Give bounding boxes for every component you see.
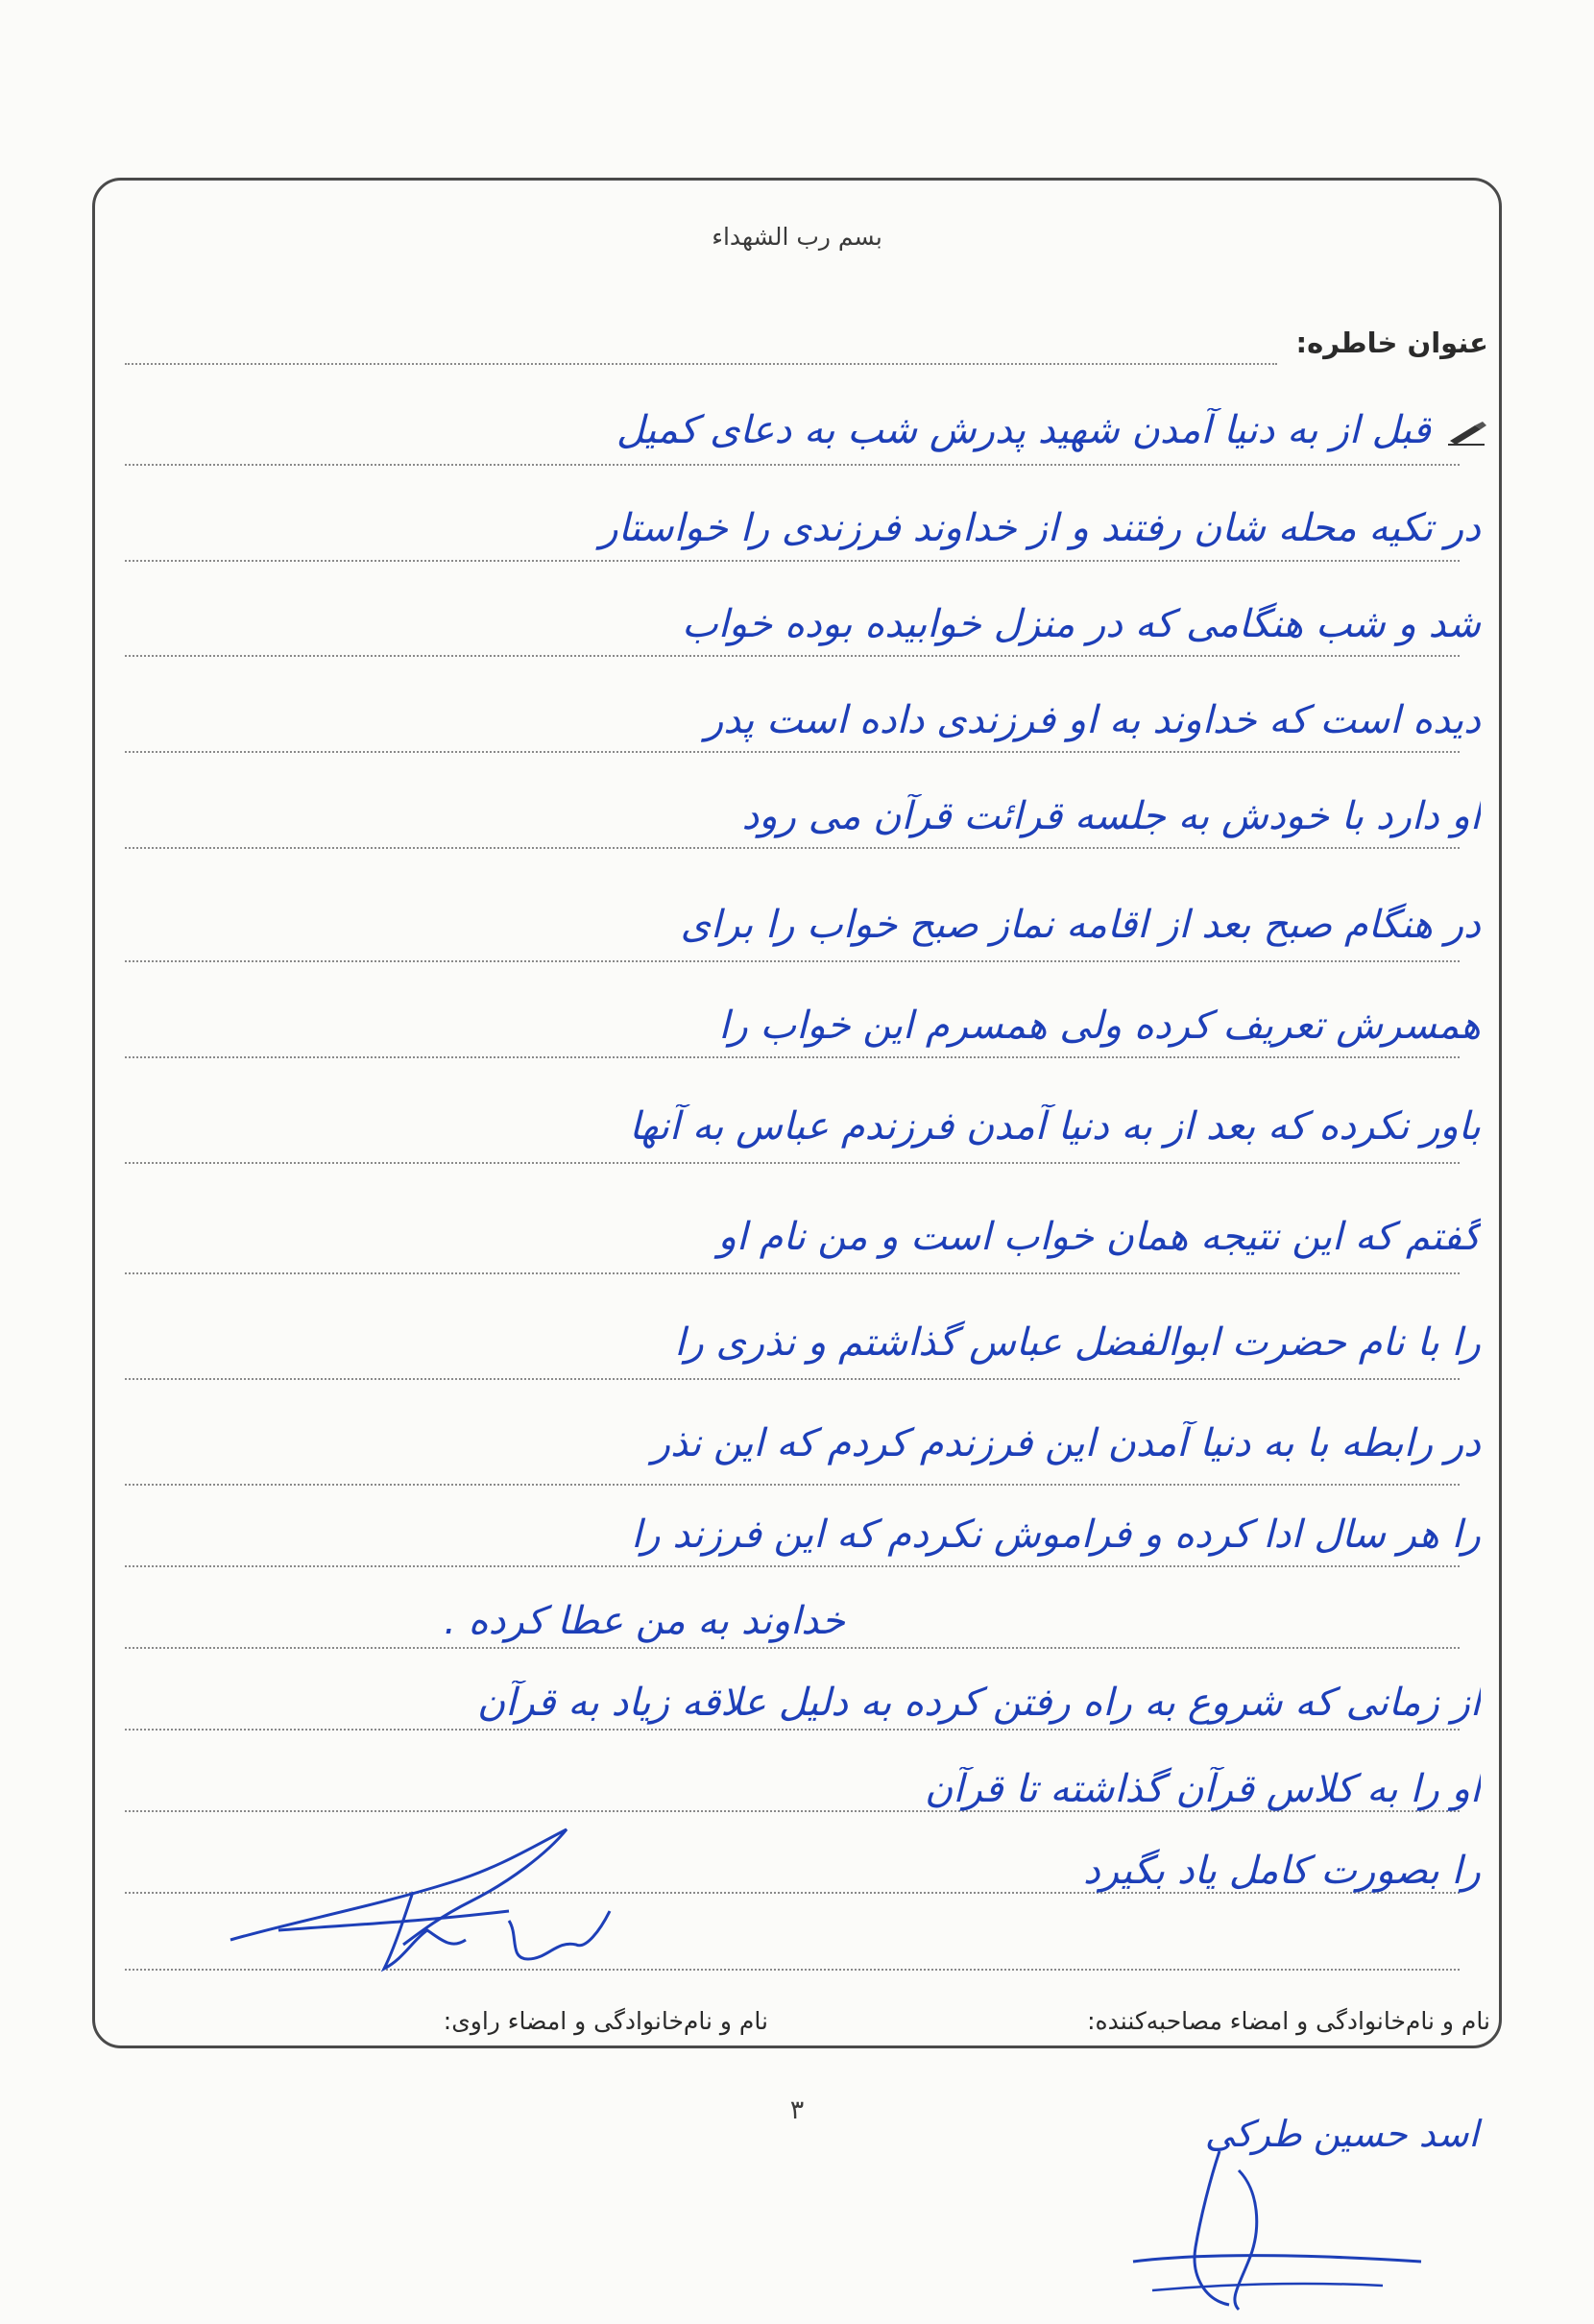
memoir-line: قبل از به دنیا آمدن شهید پدرش شب به دعای کمیل [616, 408, 1431, 452]
interviewer-name-label: نام و نام‌خانوادگی و امضاء مصاحبه‌کننده: [1087, 2007, 1490, 2035]
rule-line [125, 1056, 1460, 1058]
rule-line [125, 960, 1460, 962]
rule-line [125, 1647, 1460, 1649]
memoir-line: باور نکرده که بعد از به دنیا آمدن فرزندم عباس به آنها [629, 1104, 1481, 1149]
memoir-line: در تکیه محله شان رفتند و از خداوند فرزندی را خواستار [599, 506, 1481, 550]
memoir-line: را بصورت کامل یاد بگیرد [1082, 1849, 1481, 1893]
memoir-title-label: عنوان خاطره: [1295, 327, 1488, 359]
interviewer-signature [1095, 2094, 1498, 2314]
rule-line [125, 1162, 1460, 1164]
page-number: ۳ [789, 2095, 805, 2125]
memoir-line: را با نام حضرت ابوالفضل عباس گذاشتم و نذری را [674, 1320, 1481, 1365]
rule-line [125, 464, 1460, 466]
rule-line [125, 751, 1460, 753]
rule-line [125, 560, 1460, 562]
memoir-line: از زمانی که شروع به راه رفتن کرده به دلیل علاقه زیاد به قرآن [476, 1681, 1481, 1725]
memoir-line: خداوند به من عطا کرده . [444, 1599, 845, 1643]
memoir-line: در رابطه با به دنیا آمدن این فرزندم کردم که این نذر [651, 1421, 1481, 1465]
interviewer-handwritten-name: اسد حسین طرکی [1204, 2113, 1479, 2155]
rule-line [125, 655, 1460, 657]
rule-line [125, 1565, 1460, 1567]
rule-line [125, 847, 1460, 849]
narrator-signature [221, 1815, 624, 1978]
memoir-line: دیده است که خداوند به او فرزندی داده است پدر [704, 698, 1481, 742]
memoir-line: در هنگام صبح بعد از اقامه نماز صبح خواب را برای [680, 903, 1481, 947]
memoir-line: او را به کلاس قرآن گذاشته تا قرآن [924, 1767, 1481, 1811]
pen-icon [1446, 420, 1488, 447]
narrator-name-label: نام و نام‌خانوادگی و امضاء راوی: [443, 2007, 768, 2035]
basmala-heading: بسم رب الشهداء [712, 223, 882, 251]
memoir-line: گفتم که این نتیجه همان خواب است و من نام او [717, 1215, 1481, 1259]
memoir-line: را هر سال ادا کرده و فراموش نکردم که این فرزند را [631, 1513, 1481, 1557]
rule-line [125, 1378, 1460, 1380]
rule-line [125, 1484, 1460, 1486]
rule-line [125, 1729, 1460, 1731]
title-rule [125, 363, 1277, 365]
memoir-line: همسرش تعریف کرده ولی همسرم این خواب را [718, 1004, 1481, 1048]
memoir-line: او دارد با خودش به جلسه قرائت قرآن می رود [741, 794, 1481, 838]
memoir-line: شد و شب هنگامی که در منزل خوابیده بوده خواب [682, 602, 1481, 646]
rule-line [125, 1272, 1460, 1274]
